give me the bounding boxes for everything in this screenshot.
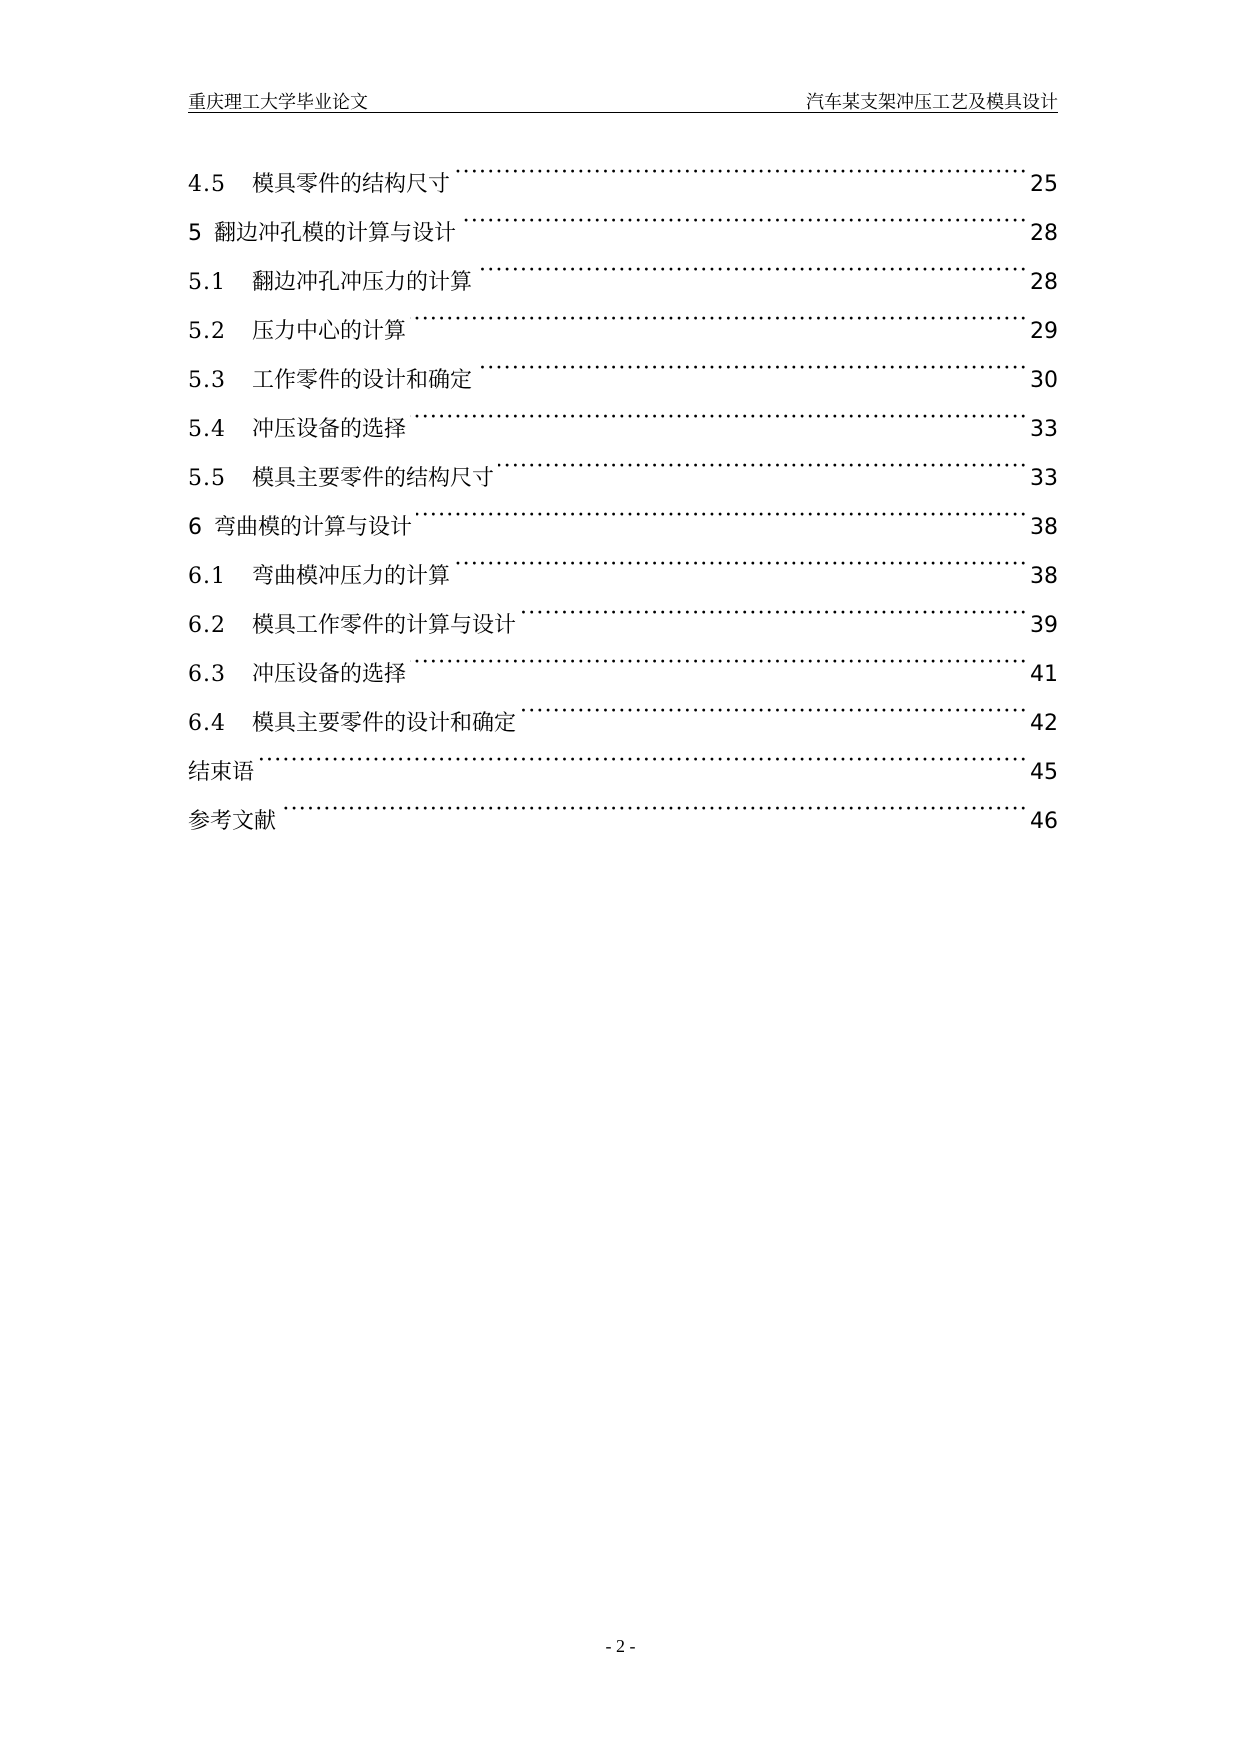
toc-leader-dots xyxy=(410,302,1028,338)
toc-entry-number: 6.4 xyxy=(188,711,226,736)
page-header xyxy=(188,88,1058,113)
toc-entry-number: 5.4 xyxy=(188,417,226,442)
toc-entry-title: 冲压设备的选择 xyxy=(252,417,407,442)
toc-entry-page: 38 xyxy=(1030,564,1058,589)
toc-entry-number: 4.5 xyxy=(188,172,226,197)
table-of-contents xyxy=(188,155,1058,841)
toc-entry[interactable] xyxy=(188,694,1058,743)
toc-leader-dots xyxy=(520,596,1028,632)
toc-entry[interactable] xyxy=(188,449,1058,498)
toc-entry-title: 模具工作零件的计算与设计 xyxy=(252,613,517,638)
toc-entry-page: 39 xyxy=(1030,613,1058,638)
toc-entry-number: 5 xyxy=(188,221,202,246)
toc-entry-page: 33 xyxy=(1030,417,1058,442)
header-school-name: 重庆理工大学毕业论文 xyxy=(188,92,368,113)
toc-entry[interactable] xyxy=(188,155,1058,204)
toc-entry-title: 弯曲模的计算与设计 xyxy=(214,515,413,540)
toc-entry-title: 参考文献 xyxy=(188,809,277,834)
toc-entry[interactable] xyxy=(188,351,1058,400)
toc-leader-dots xyxy=(416,498,1028,534)
toc-leader-dots xyxy=(476,253,1028,289)
toc-entry-number: 6.2 xyxy=(188,613,226,638)
toc-entry[interactable] xyxy=(188,792,1058,841)
toc-leader-dots xyxy=(410,400,1028,436)
toc-entry-page: 30 xyxy=(1030,368,1058,393)
toc-leader-dots xyxy=(258,743,1028,779)
toc-entry[interactable] xyxy=(188,547,1058,596)
toc-leader-dots xyxy=(520,694,1028,730)
toc-entry-title: 翻边冲孔模的计算与设计 xyxy=(214,221,457,246)
toc-entry[interactable] xyxy=(188,400,1058,449)
toc-entry[interactable] xyxy=(188,645,1058,694)
toc-entry-title: 模具零件的结构尺寸 xyxy=(252,172,451,197)
toc-entry-title: 结束语 xyxy=(188,760,255,785)
toc-entry-number: 6.3 xyxy=(188,662,226,687)
toc-entry-page: 45 xyxy=(1030,760,1058,785)
toc-entry-page: 28 xyxy=(1030,270,1058,295)
toc-entry[interactable] xyxy=(188,253,1058,302)
toc-entry-page: 38 xyxy=(1030,515,1058,540)
toc-entry-number: 5.3 xyxy=(188,368,226,393)
toc-entry-title: 模具主要零件的设计和确定 xyxy=(252,711,517,736)
toc-leader-dots xyxy=(454,547,1028,583)
toc-entry-page: 42 xyxy=(1030,711,1058,736)
toc-entry-number: 6.1 xyxy=(188,564,226,589)
toc-entry[interactable] xyxy=(188,204,1058,253)
toc-entry[interactable] xyxy=(188,498,1058,547)
toc-leader-dots xyxy=(460,204,1028,240)
toc-entry-page: 25 xyxy=(1030,172,1058,197)
toc-entry-title: 翻边冲孔冲压力的计算 xyxy=(252,270,473,295)
toc-entry-number: 6 xyxy=(188,515,202,540)
toc-entry-page: 28 xyxy=(1030,221,1058,246)
toc-leader-dots xyxy=(498,449,1028,485)
toc-entry-number: 5.2 xyxy=(188,319,226,344)
page-number: - 2 - xyxy=(605,1636,636,1656)
toc-entry-title: 压力中心的计算 xyxy=(252,319,407,344)
toc-entry-page: 33 xyxy=(1030,466,1058,491)
toc-entry-number: 5.5 xyxy=(188,466,226,491)
toc-leader-dots xyxy=(410,645,1028,681)
toc-leader-dots xyxy=(280,792,1028,828)
toc-leader-dots xyxy=(476,351,1028,387)
toc-entry[interactable] xyxy=(188,302,1058,351)
toc-entry-title: 弯曲模冲压力的计算 xyxy=(252,564,451,589)
header-thesis-title: 汽车某支架冲压工艺及模具设计 xyxy=(806,92,1058,113)
toc-entry-title: 工作零件的设计和确定 xyxy=(252,368,473,393)
toc-entry-title: 冲压设备的选择 xyxy=(252,662,407,687)
toc-entry-number: 5.1 xyxy=(188,270,226,295)
toc-entry[interactable] xyxy=(188,743,1058,792)
toc-entry-page: 29 xyxy=(1030,319,1058,344)
toc-entry-page: 46 xyxy=(1030,809,1058,834)
toc-entry[interactable] xyxy=(188,596,1058,645)
toc-leader-dots xyxy=(454,155,1028,191)
toc-entry-page: 41 xyxy=(1030,662,1058,687)
toc-entry-title: 模具主要零件的结构尺寸 xyxy=(252,466,495,491)
